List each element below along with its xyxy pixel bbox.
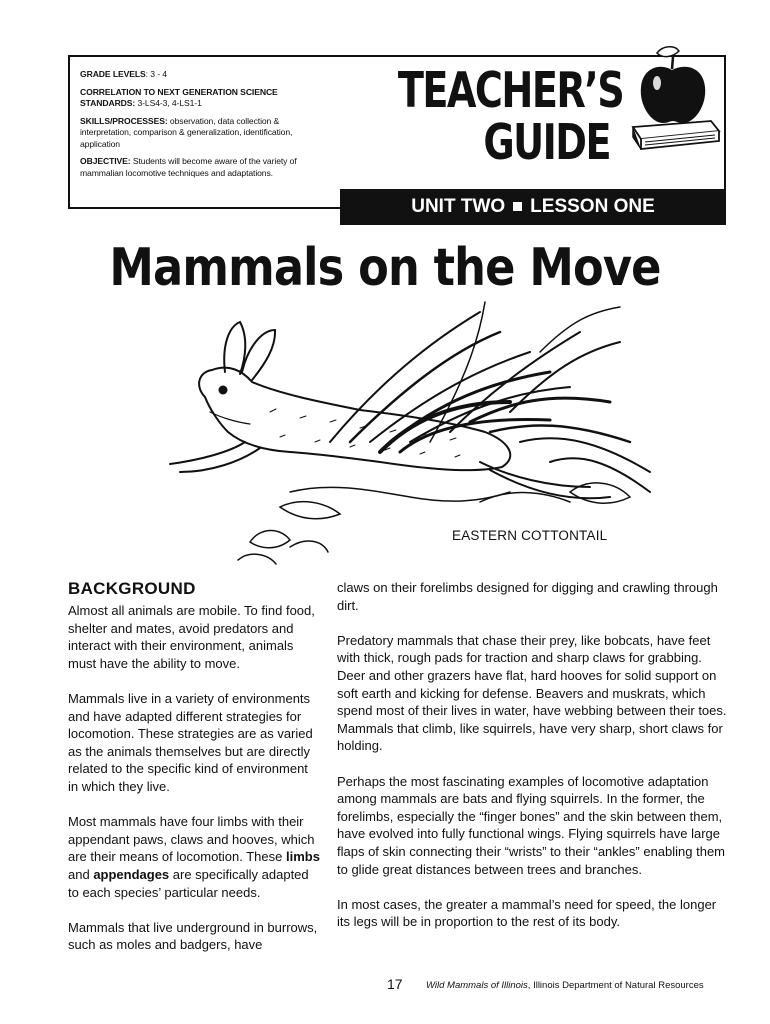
right-paragraph-3: Perhaps the most fascinating examples of locomotive adaptation among mammals are bats and flying squirrels. In the former, the forelimbs, especially the “finger bones” and the skin between them, have evolved into fully functional wings. Flying squirrels have large flaps of skin connecting their “wrists” to their “ankles” enabling them to glide great distances between trees and branches. [337, 773, 726, 877]
background-heading: BACKGROUND [68, 579, 196, 598]
square-bullet-icon [513, 202, 522, 211]
skills [80, 116, 330, 151]
lesson-info [80, 69, 330, 185]
right-column [337, 579, 727, 948]
grade-levels [80, 69, 330, 81]
page-title: Mammals on the Move [109, 238, 661, 298]
correlation-label: CORRELATION TO NEXT GENERATION SCIENCE STANDARDS: [80, 86, 278, 108]
p3-text-b: and [68, 866, 94, 882]
objective-label: OBJECTIVE: [80, 156, 131, 166]
unit-label: UNIT TWO [411, 196, 506, 217]
teachers-guide-title [397, 62, 624, 171]
p3-text-a: Most mammals have four limbs with their appendant paws, claws and hooves, which are their means of locomotion. These [68, 814, 315, 865]
right-paragraph-2: Predatory mammals that chase their prey, like bobcats, have feet with thick, rough pads for traction and sharp claws for grabbing. Deer and other grazers have flat, hard hooves for solid support on soft earth and kicking for defense. Beavers and muskrats, which spend most of their lives in water, have webbing between their toes. Mammals that climb, like squirrels, have very sharp, short claws for holding. [337, 632, 727, 754]
unit-lesson-banner [340, 189, 726, 225]
header-box [68, 55, 726, 209]
footer-citation [426, 980, 704, 991]
skills-label: SKILLS/PROCESSES: [80, 115, 168, 126]
p3-bold-appendages: appendages [93, 866, 170, 882]
left-paragraph-3 [68, 813, 320, 901]
left-paragraph-4: Mammals that live underground in burrows, such as moles and badgers, have [68, 919, 318, 953]
page-number: 17 [387, 976, 403, 992]
p3-text-c: are specifically adapted to each species’ particular needs. [68, 866, 309, 900]
objective-value: Students will become aware of the variety of mammalian locomotive techniques and adaptations. [80, 156, 297, 178]
lesson-label: LESSON ONE [530, 196, 655, 217]
skills-value: observation, data collection & interpretation, comparison & generalization, identification, application [80, 115, 293, 149]
footer-publication: Wild Mammals of Illinois [426, 980, 528, 991]
left-paragraph-1: Almost all animals are mobile. To find food, shelter and mates, avoid predators and interact with their environment, animals must have the ability to move. [68, 603, 315, 671]
p3-bold-limbs: limbs [286, 849, 320, 865]
illustration-caption: EASTERN COTTONTAIL [452, 528, 608, 543]
guide-title-line2: GUIDE [483, 114, 610, 171]
grade-levels-value: : 3 - 4 [145, 69, 167, 79]
correlation [80, 87, 330, 110]
left-paragraph-2: Mammals live in a variety of environments and have adapted different strategies for locomotion. These strategies are as varied as the animals themselves but are directly related to the specific kind of environment in which they live. [68, 690, 313, 794]
apple-books-icon [615, 43, 725, 155]
left-column [68, 578, 320, 971]
guide-title-line1: TEACHER’S [397, 62, 624, 119]
grade-levels-label: GRADE LEVELS [80, 69, 146, 79]
right-paragraph-4: In most cases, the greater a mammal’s need for speed, the longer its legs will be in proportion to the rest of its body. [337, 896, 717, 930]
objective [80, 156, 330, 179]
correlation-value: 3-LS4-3, 4-LS1-1 [135, 98, 202, 108]
footer-publisher: , Illinois Department of Natural Resources [527, 980, 704, 991]
right-paragraph-1: claws on their forelimbs designed for digging and crawling through dirt. [337, 580, 718, 613]
